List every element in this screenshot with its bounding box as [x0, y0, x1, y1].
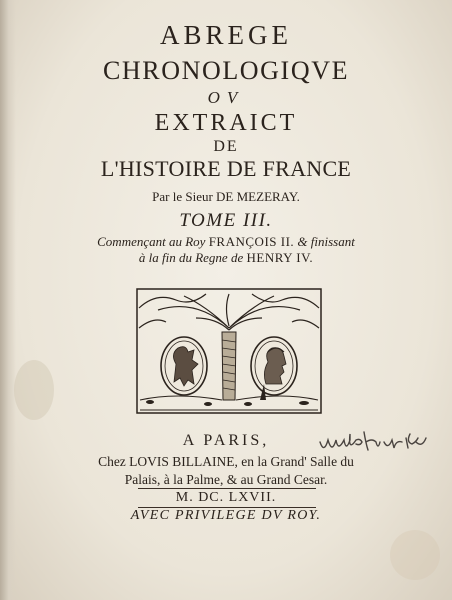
- subtitle-line-1: [0, 234, 452, 250]
- subtitle-text: à la fin du Regne de: [138, 250, 247, 265]
- title-histoire-de-france: L'HISTOIRE DE FRANCE: [100, 156, 352, 181]
- title-extraict: EXTRAICT: [154, 110, 298, 136]
- subtitle-line-2: [0, 250, 452, 266]
- title-de: DE: [213, 138, 239, 155]
- king-name: FRANÇOIS II.: [208, 234, 295, 249]
- paper-stain: [14, 360, 54, 420]
- author-line: Par le Sieur DE MEZERAY.: [152, 189, 300, 204]
- publisher-line-1: Chez LOVIS BILLAINE, en la Grand' Salle du: [98, 454, 354, 469]
- printers-device-engraving: [136, 288, 322, 414]
- handwritten-note: [316, 428, 428, 458]
- privilege-line: AVEC PRIVILEGE DV ROY.: [130, 508, 322, 523]
- paper-stain: [390, 530, 440, 580]
- title-ou: OV: [207, 88, 245, 107]
- subtitle-text: Commençant au Roy: [97, 234, 209, 249]
- title-chronologique: CHRONOLOGIQVE: [102, 56, 350, 85]
- subtitle-text: & finissant: [294, 234, 355, 249]
- king-name: HENRY IV.: [246, 250, 314, 265]
- imprint-rule: [138, 488, 316, 489]
- imprint-year: M. DC. LXVII.: [175, 490, 277, 505]
- publisher-line-2: Palais, à la Palme, & au Grand Cesar.: [124, 472, 328, 487]
- title-abrege: ABREGE: [160, 20, 292, 50]
- tome-label: TOME III.: [179, 210, 273, 231]
- imprint-place: A PARIS,: [182, 432, 270, 449]
